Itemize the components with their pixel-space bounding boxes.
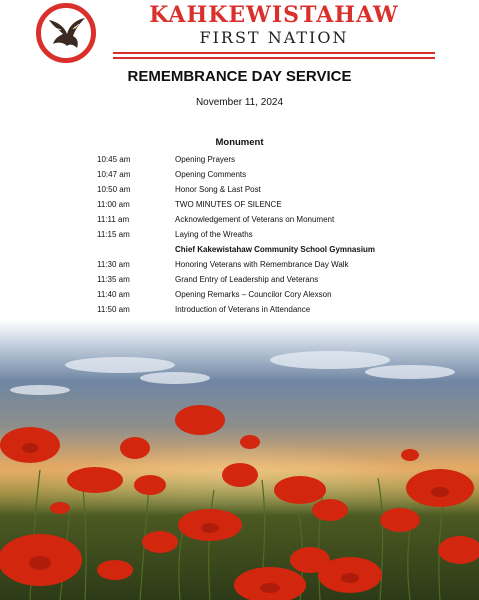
schedule-event: Laying of the Wreaths [175,230,253,239]
organization-subtitle: FIRST NATION [199,28,349,47]
document-title: REMEMBRANCE DAY SERVICE [127,68,352,85]
schedule-event: Honoring Veterans with Remembrance Day Walk [175,260,349,269]
header-divider [113,52,435,54]
schedule-row [0,167,479,182]
schedule-event: Acknowledgement of Veterans on Monument [175,215,335,224]
header-divider [113,57,435,59]
schedule-event: Introduction of Veterans in Attendance [175,305,311,314]
schedule-row [0,302,479,317]
schedule-row [0,152,479,167]
schedule-row [0,227,479,242]
schedule-row [0,212,479,227]
schedule-event: Opening Remarks – Councilor Cory Alexson [175,290,332,299]
schedule-row [0,257,479,272]
schedule-row [0,272,479,287]
schedule-time: 11:35 am [97,275,130,284]
schedule-row [0,197,479,212]
document-date: November 11, 2024 [195,97,284,108]
organization-name: KAHKEWISTAHAW [149,2,399,28]
schedule-location-heading [0,242,479,257]
schedule-time: 11:11 am [97,215,130,224]
location-heading: Chief Kakewistahaw Community School Gymnasium [175,245,376,254]
schedule-event: Honor Song & Last Post [175,185,261,194]
schedule-time: 10:47 am [97,170,131,179]
section-heading: Monument [215,137,264,148]
schedule-time: 11:00 am [97,200,130,209]
schedule-time: 11:30 am [97,260,130,269]
eagle-emblem-icon [36,3,96,63]
schedule-row [0,287,479,302]
schedule-time: 10:45 am [97,155,131,164]
schedule-event: Grand Entry of Leadership and Veterans [175,275,319,284]
schedule-time: 11:50 am [97,305,130,314]
schedule-event: TWO MINUTES OF SILENCE [175,200,282,209]
schedule-time: 11:15 am [97,230,130,239]
schedule-event: Opening Comments [175,170,247,179]
schedule-time: 11:40 am [97,290,130,299]
schedule-event: Opening Prayers [175,155,236,164]
schedule-row [0,182,479,197]
poppy-field-image [0,320,479,600]
schedule-time: 10:50 am [97,185,131,194]
